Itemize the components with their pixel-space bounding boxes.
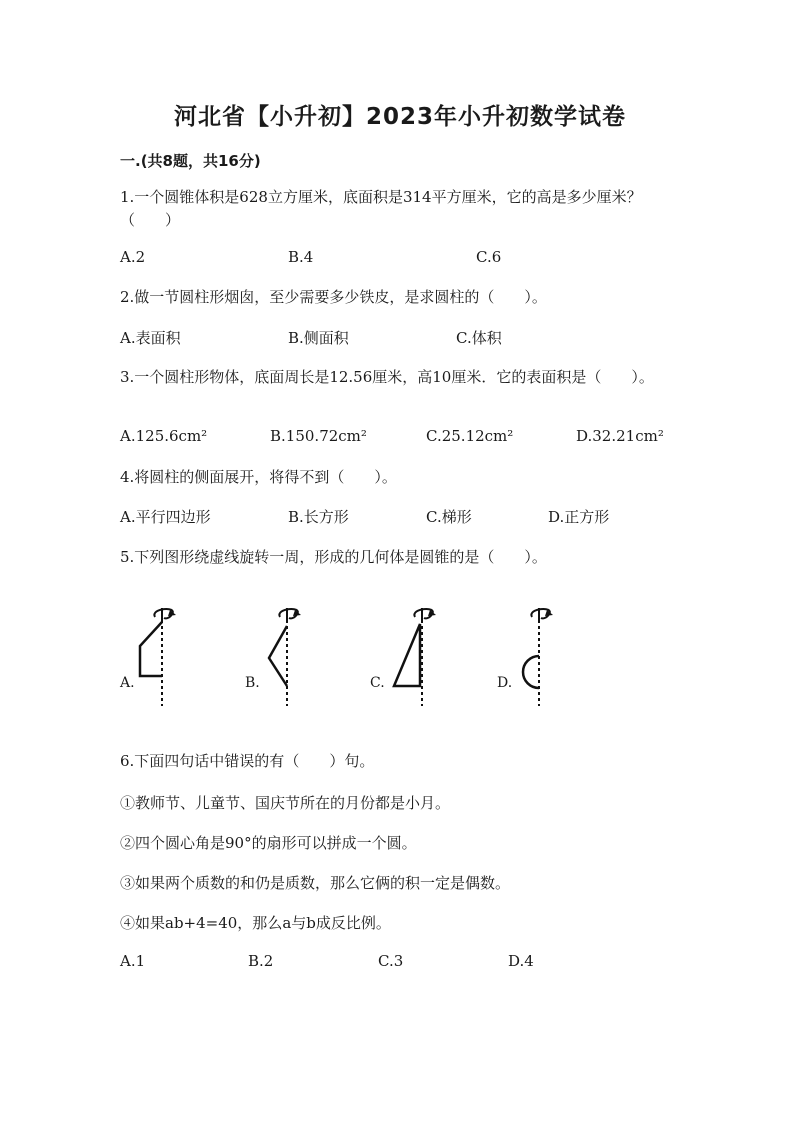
question-5: 5.下列图形绕虚线旋转一周，形成的几何体是圆锥的是（ ）。 [120,548,547,566]
option[interactable]: B.长方形 [288,508,349,526]
figure-label: B. [245,675,260,691]
option[interactable]: C.3 [378,952,404,970]
question-6-options [120,952,680,974]
option[interactable]: B.150.72cm² [270,427,367,445]
statement-3: ③如果两个质数的和仍是质数，那么它俩的积一定是偶数。 [120,874,511,892]
question-1-options [120,248,680,270]
option[interactable]: D.4 [508,952,534,970]
figure-label: C. [370,675,385,691]
figure-option-d[interactable] [497,600,617,710]
figure-option-a[interactable] [120,600,240,710]
option[interactable]: C.6 [476,248,502,266]
section-heading: 一.(共8题，共16分) [120,152,261,170]
option[interactable]: A.平行四边形 [120,508,211,526]
question-2-options [120,327,680,349]
question-3: 3.一个圆柱形物体，底面周长是12.56厘米，高10厘米．它的表面积是（ ）。 [120,368,654,386]
page-title: 河北省【小升初】2023年小升初数学试卷 [173,104,626,130]
statement-1: ①教师节、儿童节、国庆节所在的月份都是小月。 [120,794,451,812]
rotation-figure-d [497,600,577,710]
figure-label: A. [120,675,135,691]
figure-option-b[interactable] [245,600,365,710]
question-6: 6.下面四句话中错误的有（ ）句。 [120,752,375,770]
statement-4: ④如果ab+4=40，那么a与b成反比例。 [120,914,391,932]
option[interactable]: D.32.21cm² [576,427,664,445]
option[interactable]: D.正方形 [548,508,610,526]
question-2: 2.做一节圆柱形烟囱，至少需要多少铁皮，是求圆柱的（ ）。 [120,288,547,306]
option[interactable]: B.2 [248,952,274,970]
option[interactable]: A.125.6cm² [120,427,208,445]
option[interactable]: B.侧面积 [288,329,349,347]
option[interactable]: C.25.12cm² [426,427,514,445]
statement-2: ②四个圆心角是90°的扇形可以拼成一个圆。 [120,834,417,852]
option[interactable]: B.4 [288,248,314,266]
figure-option-c[interactable] [370,600,490,710]
rotation-figure-a [120,600,200,710]
question-1: 1.一个圆锥体积是628立方厘米，底面积是314平方厘米，它的高是多少厘米？（ ） [120,188,642,229]
question-4: 4.将圆柱的侧面展开，将得不到（ ）。 [120,468,397,486]
option[interactable]: C.梯形 [426,508,472,526]
question-3-options [120,427,680,449]
question-4-options [120,506,680,528]
rotation-figure-c [370,600,450,710]
option[interactable]: A.表面积 [120,329,181,347]
option[interactable]: A.1 [120,952,146,970]
option[interactable]: C.体积 [456,329,502,347]
rotation-figure-b [245,600,325,710]
option[interactable]: A.2 [120,248,146,266]
figure-label: D. [497,675,513,691]
